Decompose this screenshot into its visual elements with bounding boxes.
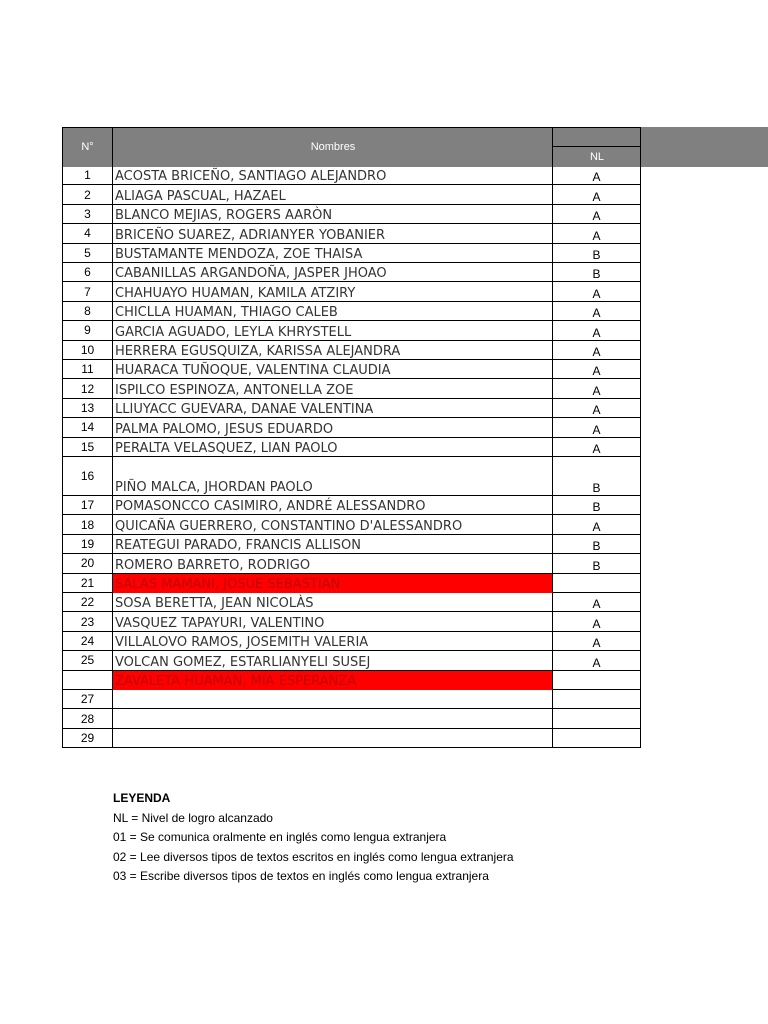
row-number-cell-text: 8 bbox=[84, 303, 91, 318]
row-number-cell[interactable] bbox=[62, 360, 113, 379]
nl-grade-cell[interactable] bbox=[553, 341, 641, 360]
nl-grade-cell-text: A bbox=[592, 209, 601, 224]
legend-line: NL = Nivel de logro alcanzado bbox=[113, 810, 273, 825]
nl-grade-cell[interactable] bbox=[553, 185, 641, 204]
table-row bbox=[62, 399, 641, 418]
student-name-cell[interactable] bbox=[113, 321, 553, 340]
nl-grade-cell-text: A bbox=[592, 228, 601, 243]
student-name-cell-text: POMASONCCO CASIMIRO, ANDRÉ ALESSANDRO bbox=[115, 499, 426, 515]
nl-grade-cell[interactable] bbox=[553, 360, 641, 379]
nl-grade-cell[interactable] bbox=[553, 457, 641, 496]
nl-grade-cell[interactable] bbox=[553, 166, 641, 185]
student-name-cell-text: VOLCAN GOMEZ, ESTARLIANYELI SUSEJ bbox=[115, 654, 371, 670]
row-number-cell-text: 5 bbox=[84, 245, 91, 260]
student-name-cell[interactable] bbox=[113, 224, 553, 243]
table-row bbox=[62, 515, 641, 534]
nl-grade-cell-text: B bbox=[592, 247, 601, 262]
row-number-cell-text: 1 bbox=[84, 168, 91, 183]
row-number-cell-text: 7 bbox=[84, 284, 91, 299]
student-name-cell[interactable] bbox=[113, 166, 553, 185]
row-number-cell[interactable] bbox=[62, 593, 113, 612]
nl-grade-cell-text: B bbox=[592, 539, 601, 554]
table-row bbox=[62, 593, 641, 612]
student-name-cell[interactable] bbox=[113, 244, 553, 263]
header-extension bbox=[641, 146, 768, 167]
row-number-cell[interactable] bbox=[62, 263, 113, 282]
nl-grade-cell[interactable] bbox=[553, 729, 641, 748]
legend bbox=[113, 789, 514, 887]
student-name-cell-text: SOSA BERETTA, JEAN NICOLÀS bbox=[115, 596, 314, 612]
row-number-cell[interactable] bbox=[62, 612, 113, 631]
student-name-cell-text: CHICLLA HUAMAN, THIAGO CALEB bbox=[115, 305, 338, 321]
nl-grade-cell[interactable] bbox=[553, 418, 641, 437]
row-number-cell[interactable] bbox=[62, 166, 113, 185]
header-number-label: N° bbox=[81, 141, 94, 153]
row-number-cell-text: 10 bbox=[80, 342, 95, 357]
table-row bbox=[62, 321, 641, 340]
table-row bbox=[62, 729, 641, 748]
table-row bbox=[62, 341, 641, 360]
row-number-cell[interactable] bbox=[62, 496, 113, 515]
student-name-cell[interactable] bbox=[113, 671, 553, 690]
student-name-cell-text: PALMA PALOMO, JESUS EDUARDO bbox=[115, 421, 334, 437]
header-border-left bbox=[62, 127, 63, 167]
student-name-cell-text: CABANILLAS ARGANDOÑA, JASPER JHOAO bbox=[115, 266, 387, 282]
nl-grade-cell-text: A bbox=[592, 306, 601, 321]
student-name-cell[interactable] bbox=[113, 593, 553, 612]
legend-line: 03 = Escribe diversos tipos de textos en inglés como lengua extranjera bbox=[113, 869, 489, 883]
table-row bbox=[62, 360, 641, 379]
student-name-cell[interactable] bbox=[113, 709, 553, 728]
row-number-cell[interactable] bbox=[62, 321, 113, 340]
student-name-cell-text: PIÑO MALCA, JHORDAN PAOLO bbox=[115, 480, 313, 495]
row-number-cell-text: 20 bbox=[80, 556, 95, 571]
row-number-cell[interactable] bbox=[62, 185, 113, 204]
student-name-cell-text: VASQUEZ TAPAYURI, VALENTINO bbox=[115, 615, 325, 631]
row-number-cell-text: 4 bbox=[84, 226, 91, 241]
student-name-cell[interactable] bbox=[113, 690, 553, 709]
row-number-cell-text: 22 bbox=[80, 595, 95, 610]
nl-grade-cell[interactable] bbox=[553, 205, 641, 224]
table-row bbox=[62, 205, 641, 224]
student-name-cell-text: HUARACA TUÑOQUE, VALENTINA CLAUDIA bbox=[115, 363, 391, 379]
table-row bbox=[62, 418, 641, 437]
table-row bbox=[62, 438, 641, 457]
row-number-cell-text: 6 bbox=[84, 265, 91, 280]
legend-line: 02 = Lee diversos tipos de textos escritos en inglés como lengua extranjera bbox=[113, 849, 514, 864]
student-name-cell[interactable] bbox=[113, 282, 553, 301]
nl-grade-cell-text: A bbox=[592, 344, 601, 359]
table-row bbox=[62, 302, 641, 321]
table-row bbox=[62, 709, 641, 728]
table-row bbox=[62, 166, 641, 185]
row-number-cell[interactable] bbox=[62, 302, 113, 321]
table-row bbox=[62, 457, 641, 496]
student-name-cell[interactable] bbox=[113, 574, 553, 593]
student-name-cell[interactable] bbox=[113, 341, 553, 360]
row-number-cell-text: 19 bbox=[80, 536, 95, 551]
row-number-cell-text: 17 bbox=[80, 498, 95, 513]
row-number-cell-text: 24 bbox=[80, 633, 95, 648]
row-number-cell[interactable] bbox=[62, 418, 113, 437]
row-number-cell[interactable] bbox=[62, 709, 113, 728]
table-row bbox=[62, 244, 641, 263]
nl-grade-cell[interactable] bbox=[553, 282, 641, 301]
table-row bbox=[62, 671, 641, 690]
nl-grade-cell[interactable] bbox=[553, 399, 641, 418]
nl-grade-cell-text: B bbox=[592, 500, 601, 515]
student-name-cell-text: LLIUYACC GUEVARA, DANAE VALENTINA bbox=[115, 402, 374, 418]
nl-grade-cell[interactable] bbox=[553, 379, 641, 398]
nl-grade-cell[interactable] bbox=[553, 690, 641, 709]
student-name-cell[interactable] bbox=[113, 379, 553, 398]
nl-grade-cell-text: A bbox=[592, 519, 601, 534]
student-name-cell-text: ACOSTA BRICEÑO, SANTIAGO ALEJANDRO bbox=[115, 169, 387, 185]
row-number-cell-text: 23 bbox=[80, 614, 95, 629]
nl-grade-cell-text: A bbox=[592, 189, 601, 204]
table-row bbox=[62, 535, 641, 554]
row-number-cell[interactable] bbox=[62, 690, 113, 709]
student-name-cell-text: BUSTAMANTE MENDOZA, ZOE THAISA bbox=[115, 246, 363, 262]
student-name-cell-text: REATEGUI PARADO, FRANCIS ALLISON bbox=[115, 538, 361, 554]
table-row bbox=[62, 632, 641, 651]
nl-grade-cell[interactable] bbox=[553, 593, 641, 612]
student-name-cell[interactable] bbox=[113, 302, 553, 321]
table-row bbox=[62, 574, 641, 593]
student-name-cell[interactable] bbox=[113, 263, 553, 282]
header-nl-label: NL bbox=[589, 150, 605, 163]
row-number-cell[interactable] bbox=[62, 515, 113, 534]
row-number-cell[interactable] bbox=[62, 282, 113, 301]
nl-grade-cell[interactable] bbox=[553, 263, 641, 282]
row-number-cell-text: 15 bbox=[80, 439, 95, 454]
nl-grade-cell[interactable] bbox=[553, 224, 641, 243]
header-divider-3 bbox=[640, 127, 641, 167]
header-group-cell bbox=[553, 127, 768, 146]
table-row bbox=[62, 185, 641, 204]
student-name-cell-text: QUICAÑA GUERRERO, CONSTANTINO D'ALESSANDRO bbox=[115, 518, 463, 534]
row-number-cell-text: 16 bbox=[80, 469, 95, 483]
student-name-cell[interactable] bbox=[113, 438, 553, 457]
table-row bbox=[62, 554, 641, 573]
header-nombres bbox=[113, 127, 553, 167]
nl-grade-cell-text: A bbox=[592, 441, 601, 456]
student-name-cell[interactable] bbox=[113, 612, 553, 631]
nl-grade-cell[interactable] bbox=[553, 496, 641, 515]
row-number-cell-text: 28 bbox=[80, 711, 95, 726]
student-name-cell-text: ISPILCO ESPINOZA, ANTONELLA ZOE bbox=[115, 382, 354, 398]
student-name-cell-text: GARCIA AGUADO, LEYLA KHRYSTELL bbox=[115, 324, 352, 340]
student-name-cell-text: SALAS MAMANI, JOSUE SEBASTIAN bbox=[115, 576, 341, 592]
nl-grade-cell[interactable] bbox=[553, 651, 641, 670]
row-number-cell-text: 14 bbox=[80, 420, 95, 435]
row-number-cell[interactable] bbox=[62, 205, 113, 224]
table-row bbox=[62, 612, 641, 631]
nl-grade-cell[interactable] bbox=[553, 302, 641, 321]
table-row bbox=[62, 224, 641, 243]
nl-grade-cell[interactable] bbox=[553, 671, 641, 690]
nl-grade-cell[interactable] bbox=[553, 554, 641, 573]
header-nl-top-border bbox=[553, 146, 641, 147]
row-number-cell[interactable] bbox=[62, 632, 113, 651]
student-name-cell-text: VILLALOVO RAMOS, JOSEMITH VALERIA bbox=[115, 635, 369, 651]
student-name-cell[interactable] bbox=[113, 535, 553, 554]
nl-grade-cell-text: A bbox=[592, 170, 601, 185]
nl-grade-cell-text: B bbox=[592, 558, 601, 573]
header-divider-2 bbox=[552, 127, 553, 167]
table-row bbox=[62, 690, 641, 709]
nl-grade-cell-text: A bbox=[592, 403, 601, 418]
row-number-cell[interactable] bbox=[62, 574, 113, 593]
student-name-cell-text: BLANCO MEJIAS, ROGERS AARÒN bbox=[115, 208, 333, 224]
row-number-cell-text: 11 bbox=[81, 362, 94, 377]
nl-grade-cell-text: B bbox=[592, 481, 601, 495]
nl-grade-cell-text: A bbox=[592, 655, 601, 670]
nl-grade-cell-text: A bbox=[592, 325, 601, 340]
student-name-cell[interactable] bbox=[113, 651, 553, 670]
student-name-cell[interactable] bbox=[113, 496, 553, 515]
row-number-cell[interactable] bbox=[62, 341, 113, 360]
student-name-cell[interactable] bbox=[113, 457, 553, 496]
student-name-cell-text: CHAHUAYO HUAMAN, KAMILA ATZIRY bbox=[115, 285, 356, 301]
table-row bbox=[62, 263, 641, 282]
header-border-top bbox=[62, 127, 641, 128]
nl-grade-cell-text: A bbox=[592, 286, 601, 301]
nl-grade-cell[interactable] bbox=[553, 612, 641, 631]
nl-grade-cell[interactable] bbox=[553, 515, 641, 534]
row-number-cell[interactable] bbox=[62, 535, 113, 554]
row-number-cell-text: 2 bbox=[84, 187, 91, 202]
table-row bbox=[62, 379, 641, 398]
student-name-cell-text: ALIAGA PASCUAL, HAZAEL bbox=[115, 188, 286, 204]
row-number-cell[interactable] bbox=[62, 729, 113, 748]
student-name-cell-text: BRICEÑO SUAREZ, ADRIANYER YOBANIER bbox=[115, 227, 386, 243]
table-row bbox=[62, 496, 641, 515]
row-number-cell[interactable] bbox=[62, 379, 113, 398]
student-name-cell[interactable] bbox=[113, 185, 553, 204]
row-number-cell[interactable] bbox=[62, 438, 113, 457]
nl-grade-cell-text: A bbox=[592, 597, 601, 612]
row-number-cell-text: 12 bbox=[80, 381, 95, 396]
nl-grade-cell-text: A bbox=[592, 422, 601, 437]
nl-grade-cell[interactable] bbox=[553, 244, 641, 263]
legend-title: LEYENDA bbox=[113, 791, 171, 805]
row-number-cell[interactable] bbox=[62, 399, 113, 418]
row-number-cell[interactable] bbox=[62, 651, 113, 670]
row-number-cell-text: 27 bbox=[80, 692, 95, 707]
row-number-cell-text: 18 bbox=[80, 517, 95, 532]
row-number-cell[interactable] bbox=[62, 671, 113, 690]
nl-grade-cell[interactable] bbox=[553, 709, 641, 728]
header-nombres-label: Nombres bbox=[310, 141, 356, 153]
row-number-cell-text: 9 bbox=[84, 323, 91, 338]
student-name-cell[interactable] bbox=[113, 418, 553, 437]
nl-grade-cell-text: A bbox=[592, 636, 601, 651]
row-number-cell[interactable] bbox=[62, 224, 113, 243]
nl-grade-cell-text: A bbox=[592, 364, 601, 379]
row-number-cell[interactable] bbox=[62, 457, 113, 496]
row-number-cell[interactable] bbox=[62, 244, 113, 263]
header-divider-1 bbox=[112, 127, 113, 167]
nl-grade-cell[interactable] bbox=[553, 438, 641, 457]
student-name-cell[interactable] bbox=[113, 360, 553, 379]
student-name-cell-text: HERRERA EGUSQUIZA, KARISSA ALEJANDRA bbox=[115, 343, 401, 359]
row-number-cell-text: 3 bbox=[84, 206, 91, 221]
nl-grade-cell[interactable] bbox=[553, 321, 641, 340]
row-number-cell-text: 13 bbox=[80, 400, 95, 415]
nl-grade-cell[interactable] bbox=[553, 632, 641, 651]
student-name-cell[interactable] bbox=[113, 554, 553, 573]
student-name-cell-text: PERALTA VELASQUEZ, LIAN PAOLO bbox=[115, 440, 338, 456]
row-number-cell-text: 21 bbox=[80, 575, 95, 590]
header-nl bbox=[553, 146, 641, 167]
student-name-cell[interactable] bbox=[113, 205, 553, 224]
table-row bbox=[62, 282, 641, 301]
student-name-cell[interactable] bbox=[113, 515, 553, 534]
student-name-cell-text: ROMERO BARRETO, RODRIGO bbox=[115, 557, 311, 573]
nl-grade-cell[interactable] bbox=[553, 535, 641, 554]
nl-grade-cell-text: B bbox=[592, 267, 601, 282]
student-name-cell[interactable] bbox=[113, 632, 553, 651]
row-number-cell[interactable] bbox=[62, 554, 113, 573]
row-number-cell-text: 29 bbox=[80, 730, 95, 745]
header-number bbox=[62, 127, 113, 167]
row-number-cell-text: 25 bbox=[80, 653, 95, 668]
nl-grade-cell-text: A bbox=[592, 383, 601, 398]
student-name-cell-text: ZAVALETA HUAMAN, MIA ESPERANZA bbox=[115, 673, 357, 689]
nl-grade-cell[interactable] bbox=[553, 574, 641, 593]
table-row bbox=[62, 651, 641, 670]
student-name-cell[interactable] bbox=[113, 399, 553, 418]
nl-grade-cell-text: A bbox=[592, 616, 601, 631]
student-name-cell[interactable] bbox=[113, 729, 553, 748]
legend-line: 01 = Se comunica oralmente en inglés como lengua extranjera bbox=[113, 830, 447, 844]
